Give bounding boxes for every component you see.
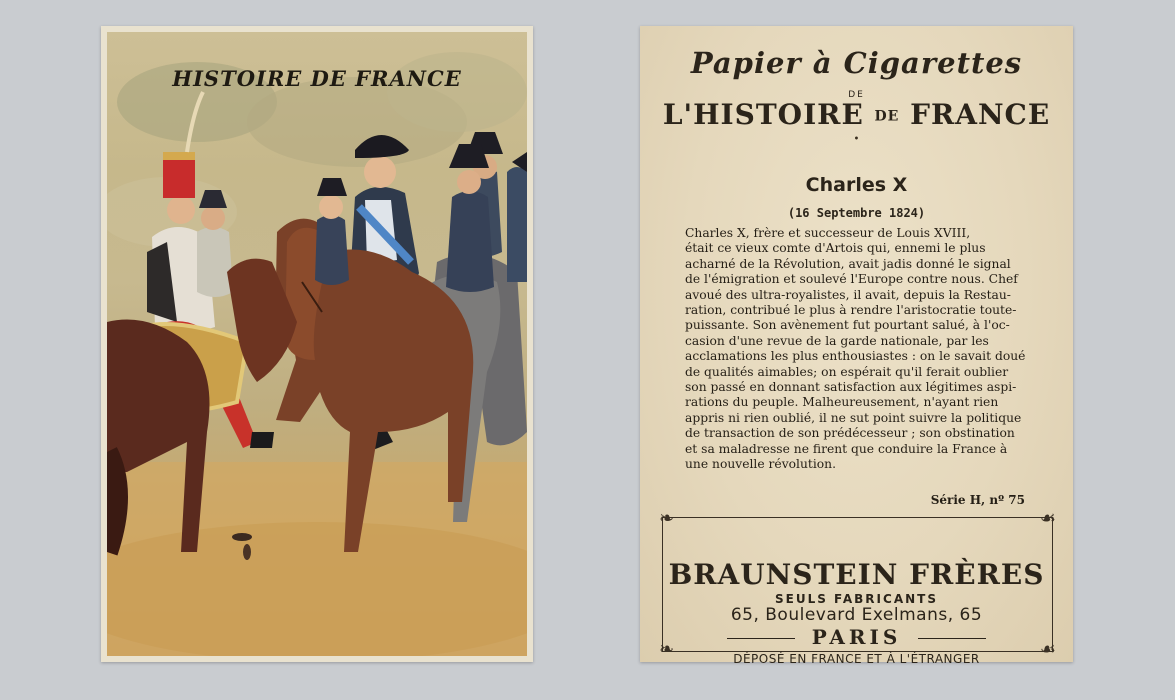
history-text-line: appris ni rien oublié, il ne sut point suivre la politique [685, 410, 1022, 425]
maker-brand: BRAUNSTEIN FRÈRES [668, 558, 1045, 591]
frame-corner-icon: ❧ [659, 639, 675, 660]
divider [918, 638, 986, 639]
history-text [685, 226, 1025, 473]
history-text-line: et sa maladresse ne firent que conduire la France à [685, 441, 1008, 456]
ornament-dot-icon: • [853, 134, 860, 145]
history-text-line: acharné de la Révolution, avait jadis donné le signal [685, 256, 1011, 271]
registered-notice: DÉPOSÉ EN FRANCE ET À L'ÉTRANGER [733, 652, 980, 666]
history-text-line: rations du peuple. Malheureusement, n'ayant rien [685, 395, 999, 410]
frame-corner-icon: ☙ [1039, 639, 1056, 660]
back-title-histoire-part-b: FRANCE [910, 98, 1051, 131]
history-text-line: Charles X, frère et successeur de Louis XVIII, [685, 226, 971, 240]
history-text-line: de qualités aimables; on espérait qu'il ferait oublier [685, 364, 1009, 379]
maker-city-label: PARIS [811, 625, 902, 649]
back-title-histoire [640, 98, 1073, 131]
subject-date: (16 Septembre 1824) [787, 206, 926, 220]
history-text-line: ration, contribué le plus à rendre l'aristocratie toute- [685, 303, 1017, 318]
maker-address: 65, Boulevard Exelmans, 65 [730, 605, 983, 625]
history-text-line: casion d'une revue de la garde nationale, par les [685, 333, 989, 348]
history-text-line: avoué des ultra-royalistes, il avait, depuis la Restau- [685, 287, 1011, 302]
back-title-histoire-de: DE [874, 108, 900, 125]
maker-subtitle: SEULS FABRICANTS [775, 592, 938, 606]
history-text-line: puissante. Son avènement fut pourtant salué, à l'oc- [685, 318, 1010, 333]
back-title-histoire-part-a: L'HISTOIRE [662, 98, 864, 131]
history-text-line: acclamations les plus enthousiastes : on le savait doué [685, 349, 1026, 364]
back-title-de: DE [848, 90, 865, 100]
frame-corner-icon: ❧ [659, 508, 675, 529]
back-title-papier: Papier à Cigarettes [690, 46, 1023, 80]
subject-name: Charles X [805, 174, 908, 196]
history-text-line: de transaction de son prédécesseur ; son obstination [685, 426, 1015, 441]
card-back [640, 26, 1073, 666]
divider [727, 638, 795, 639]
history-text-line: une nouvelle révolution. [685, 457, 837, 472]
card-front [101, 26, 533, 662]
front-card-title: HISTOIRE DE FRANCE [172, 66, 462, 91]
frame-corner-icon: ☙ [1039, 508, 1056, 529]
series-number: Série H, nº 75 [930, 493, 1025, 507]
history-text-line: de l'émigration et soulevé l'Europe contre nous. Chef [685, 272, 1018, 287]
history-text-line: était ce vieux comte d'Artois qui, ennemi le plus [685, 241, 986, 256]
cavalry-scene-image [107, 32, 527, 656]
history-text-line: son passé en donnant satisfaction aux légitimes aspi- [685, 380, 1017, 395]
maker-city [640, 625, 1073, 649]
historical-illustration [107, 32, 527, 656]
